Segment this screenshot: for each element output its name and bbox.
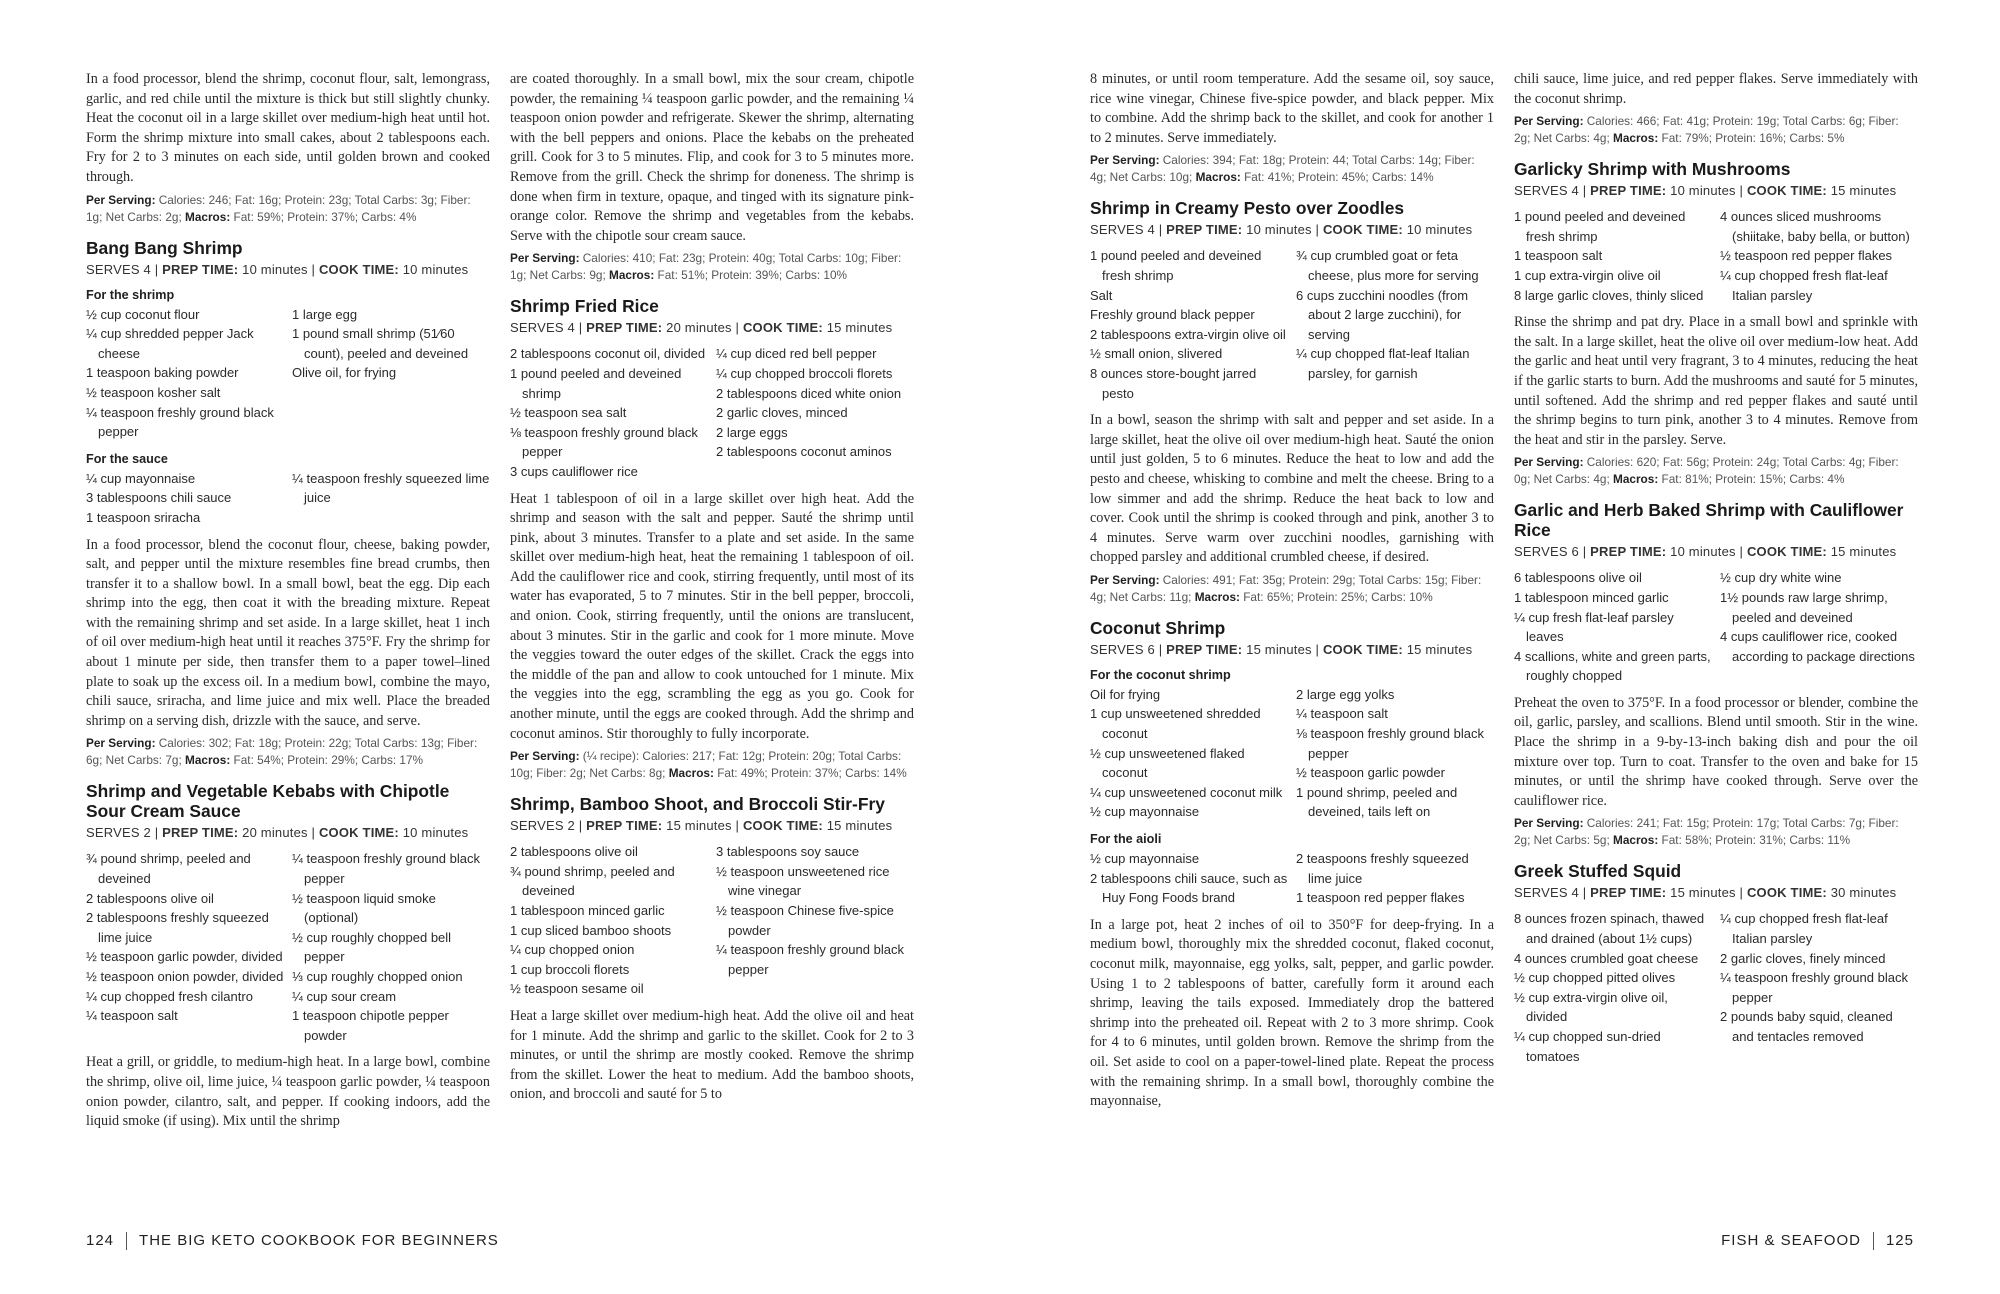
ingredient-list — [1090, 246, 1494, 403]
ingredient-item: 8 ounces store-bought jarred pesto — [1090, 365, 1257, 401]
ingredient-item: ⅛ teaspoon freshly ground black pepper — [510, 424, 698, 460]
ingredient-item: 1 cup extra-virgin olive oil — [1514, 267, 1661, 283]
ingredient-item: ¼ teaspoon salt — [1296, 706, 1388, 722]
ingredient-item: 1 teaspoon salt — [1514, 248, 1603, 264]
ingredient-item: ¼ cup fresh flat-leaf parsley leaves — [1514, 609, 1674, 645]
page-number-right: 125 — [1885, 1232, 1914, 1249]
ingredient-item: 8 ounces frozen spinach, thawed and drained (about 1½ cups) — [1514, 911, 1705, 947]
column-2 — [510, 70, 914, 1109]
ingredient-item: 1 pound shrimp, peeled and deveined, tails left on — [1296, 784, 1458, 820]
ingredient-item: 1 tablespoon minced garlic — [510, 903, 665, 918]
recipe-meta: SERVES 4 | PREP TIME: 10 minutes | COOK TIME: 15 minutes — [1514, 183, 1897, 199]
ingredient-item: Salt — [1090, 287, 1113, 303]
ingredient-item: 4 scallions, white and green parts, roughly chopped — [1514, 648, 1711, 684]
ingredient-item: Olive oil, for frying — [292, 365, 397, 381]
recipe-title-herb-baked: Garlic and Herb Baked Shrimp with Cauliflower Rice — [1514, 500, 1904, 541]
recipe-instructions-continued: 8 minutes, or until room temperature. Add the sesame oil, soy sauce, rice wine vinegar, Chinese five-spice powder, and black pepper. Mix to combine. Add the shrimp back to the skillet, and cook for another 1 to 2 minutes. Serve immediately. — [1090, 71, 1494, 146]
ingredient-item: ½ teaspoon Chinese five-spice powder — [716, 903, 894, 938]
nutrition-info: Per Serving: Calories: 620; Fat: 56g; Protein: 24g; Total Carbs: 4g; Fiber: 0g; Net Carbs: 4g; Macros: Fat: 81%; Protein: 15%; Carbs: 4% — [1514, 455, 1899, 487]
ingredient-item: 2 tablespoons chili sauce, such as Huy Fong Foods brand — [1090, 870, 1288, 906]
recipe-instructions: In a food processor, blend the coconut flour, cheese, baking powder, salt, and pepper until the mixture resembles fine bread crumbs, then transfer it to a shallow bowl. In a small bowl, beat the egg. Dip each shrimp into the egg, then coat it with the breading mixture. Repeat with the remaining shrimp and set aside. In a large skillet, heat 1 inch of oil over medium-high heat until it reaches 375°F. Fry the shrimp for about 1 minute per side, then transfer them to a paper towel–lined plate to soak up the excess oil. In a medium bowl, combine the mayo, chili sauce, sriracha, and lime juice and mix well. Place the breaded shrimp on a serving dish, drizzle with the sauce, and serve. — [86, 536, 490, 729]
ingredient-item: ¼ cup mayonnaise — [86, 470, 196, 486]
ingredient-item: 2 tablespoons olive oil — [86, 890, 214, 906]
ingredient-item: 1 pound small shrimp (51⁄60 count), peeled and deveined — [292, 326, 469, 361]
ingredient-item: ¾ pound shrimp, peeled and deveined — [86, 851, 251, 887]
recipe-meta: SERVES 4 | PREP TIME: 15 minutes | COOK TIME: 30 minutes — [1514, 885, 1897, 901]
ingredient-item: 2 tablespoons freshly squeezed lime juice — [86, 910, 269, 945]
recipe-title-bang-bang: Bang Bang Shrimp — [86, 237, 243, 258]
recipe-instructions: In a bowl, season the shrimp with salt and pepper and set aside. In a large skillet, heat the olive oil over medium-high heat. Sauté the onion until just golden, 5 to 6 minutes. Reduce the heat to low and add the pesto and cheese, whisking to combine and melt the cheese. Bring to a low simmer and add the shrimp. Reduce the heat back to low and cover. Cook until the shrimp is cooked through and pink, another 3 to 4 minutes. Serve warm over zucchini noodles, garnishing with chopped parsley and additional crumbled cheese, if desired. — [1090, 412, 1494, 566]
ingredient-item: ½ teaspoon sea salt — [510, 405, 627, 421]
ingredient-item: 2 tablespoons coconut aminos — [716, 444, 892, 460]
ingredient-item: 6 tablespoons olive oil — [1514, 570, 1642, 586]
column-4 — [1514, 70, 1918, 1074]
ingredient-item: 8 large garlic cloves, thinly sliced — [1514, 287, 1704, 303]
recipe-instructions: Rinse the shrimp and pat dry. Place in a small bowl and sprinkle with the salt. In a large skillet, heat the olive oil over medium-low heat. Add the garlic and heat until very fragrant, 3 to 4 minutes, reducing the heat if the garlic starts to burn. Add the mushrooms and sauté for 5 minutes, until softened. Add the shrimp and red pepper flakes and sauté until the shrimp begins to turn pink, another 3 to 4 minutes. Remove from the heat and stir in the parsley. Serve. — [1514, 314, 1918, 448]
footer-left — [86, 1232, 499, 1250]
ingredient-item: 3 tablespoons chili sauce — [86, 490, 232, 506]
ingredient-item: ½ cup mayonnaise — [1090, 804, 1200, 820]
nutrition-info: Per Serving: Calories: 241; Fat: 15g; Protein: 17g; Total Carbs: 7g; Fiber: 2g; Net Carbs: 5g; Macros: Fat: 58%; Protein: 31%; Carbs: 11% — [1514, 816, 1899, 848]
ingredient-item: 6 cups zucchini noodles (from about 2 large zucchini), for serving — [1296, 287, 1469, 342]
ingredient-item: ¼ cup diced red bell pepper — [716, 346, 877, 362]
ingredient-item: ½ teaspoon sesame oil — [510, 981, 644, 997]
ingredient-subheading: For the sauce — [86, 451, 168, 466]
ingredient-item: ½ cup mayonnaise — [1090, 851, 1200, 867]
ingredient-item: ½ teaspoon unsweetened rice wine vinegar — [716, 863, 890, 899]
recipe-instructions: Heat a large skillet over medium-high heat. Add the olive oil and heat for 1 minute. Add the shrimp and garlic to the skillet. Cook for 2 to 3 minutes, or until the shrimp are mostly cooked. Remove the shrimp from the skillet. Lower the heat to medium. Add the bamboo shoots, onion, and broccoli and sauté for 5 to — [510, 1007, 914, 1103]
ingredient-item: ¼ cup chopped fresh flat-leaf Italian parsley — [1720, 911, 1888, 947]
column-1 — [86, 70, 490, 1136]
recipe-meta: SERVES 2 | PREP TIME: 15 minutes | COOK TIME: 15 minutes — [510, 818, 893, 834]
ingredient-item: 3 cups cauliflower rice — [510, 463, 638, 479]
ingredient-item: ¼ cup shredded pepper Jack cheese — [86, 326, 254, 361]
ingredient-item: 1 pound peeled and deveined shrimp — [510, 365, 682, 401]
ingredient-item: 2 teaspoons freshly squeezed lime juice — [1296, 851, 1469, 886]
ingredient-item: 1 large egg — [292, 306, 358, 322]
nutrition-info: Per Serving: Calories: 491; Fat: 35g; Protein: 29g; Total Carbs: 15g; Fiber: 4g; Net Carbs: 11g; Macros: Fat: 65%; Protein: 25%; Carbs: 10% — [1090, 572, 1482, 604]
ingredient-item: ¼ teaspoon freshly squeezed lime juice — [292, 470, 490, 506]
ingredient-list — [1514, 909, 1918, 1066]
ingredient-item: ¼ cup chopped flat-leaf Italian parsley, for garnish — [1296, 346, 1470, 381]
recipe-meta: SERVES 6 | PREP TIME: 10 minutes | COOK TIME: 15 minutes — [1514, 544, 1897, 560]
recipe-meta: SERVES 4 | PREP TIME: 10 minutes | COOK TIME: 10 minutes — [86, 261, 469, 277]
nutrition-info: Per Serving: Calories: 302; Fat: 18g; Protein: 22g; Total Carbs: 13g; Fiber: 6g; Net Carbs: 7g; Macros: Fat: 54%; Protein: 29%; Carbs: 17% — [86, 736, 478, 768]
ingredient-item: 2 garlic cloves, minced — [716, 405, 848, 421]
ingredient-item: ½ teaspoon onion powder, divided — [86, 969, 284, 984]
ingredient-item: 1 pound peeled and deveined fresh shrimp — [1090, 248, 1262, 283]
ingredient-item: ½ cup chopped pitted olives — [1514, 970, 1676, 986]
ingredient-list — [86, 305, 490, 442]
ingredient-item: ¼ teaspoon freshly ground black pepper — [292, 851, 480, 887]
ingredient-item: 2 large eggs — [716, 424, 788, 440]
recipe-title-squid: Greek Stuffed Squid — [1514, 861, 1682, 882]
ingredient-item: 1 pound peeled and deveined fresh shrimp — [1514, 209, 1686, 244]
ingredient-item: 2 tablespoons diced white onion — [716, 385, 902, 401]
ingredient-item: ⅓ cup roughly chopped onion — [292, 969, 463, 984]
ingredient-subheading: For the aioli — [1090, 832, 1162, 847]
ingredient-item: 1 teaspoon chipotle pepper powder — [292, 1008, 449, 1043]
nutrition-info: Per Serving: Calories: 246; Fat: 16g; Protein: 23g; Total Carbs: 3g; Fiber: 1g; Net Carbs: 2g; Macros: Fat: 59%; Protein: 37%; Carbs: 4% — [86, 192, 471, 224]
recipe-title-kebabs: Shrimp and Vegetable Kebabs with Chipotle Sour Cream Sauce — [86, 781, 450, 822]
recipe-meta: SERVES 4 | PREP TIME: 20 minutes | COOK TIME: 15 minutes — [510, 320, 893, 336]
ingredient-list — [1514, 568, 1918, 686]
footer-divider — [126, 1232, 127, 1250]
ingredient-item: 1 cup broccoli florets — [510, 961, 630, 977]
ingredient-item: ⅛ teaspoon freshly ground black pepper — [1296, 726, 1484, 761]
ingredient-item: ¼ teaspoon freshly ground black pepper — [86, 404, 274, 440]
ingredient-item: 4 cups cauliflower rice, cooked according to package directions — [1720, 629, 1915, 664]
recipe-instructions: Heat a grill, or griddle, to medium-high heat. In a large bowl, combine the shrimp, olive oil, lime juice, ¼ teaspoon garlic powder, ¼ teaspoon onion powder, cilantro, salt, and pepper. If cooking indoors, add the liquid smoke (if using). Mix until the shrimp — [86, 1054, 490, 1130]
ingredient-item: ¼ cup chopped broccoli florets — [716, 365, 893, 381]
ingredient-item: ¾ cup crumbled goat or feta cheese, plus more for serving — [1296, 248, 1479, 283]
ingredient-item: 2 garlic cloves, finely minced — [1720, 950, 1886, 966]
ingredient-item: Freshly ground black pepper — [1090, 307, 1255, 323]
ingredient-item: ¼ teaspoon salt — [86, 1008, 178, 1024]
ingredient-item: ¼ teaspoon freshly ground black pepper — [1720, 970, 1908, 1005]
nutrition-info: Per Serving: Calories: 466; Fat: 41g; Protein: 19g; Total Carbs: 6g; Fiber: 2g; Net Carbs: 4g; Macros: Fat: 79%; Protein: 16%; Carbs: 5% — [1514, 114, 1899, 146]
footer-right — [1721, 1232, 1914, 1250]
ingredient-list — [1090, 849, 1494, 908]
recipe-meta: SERVES 6 | PREP TIME: 15 minutes | COOK TIME: 15 minutes — [1090, 641, 1473, 657]
ingredient-item: ¼ cup sour cream — [292, 988, 397, 1004]
ingredient-item: 1 teaspoon red pepper flakes — [1296, 890, 1465, 906]
recipe-instructions: In a large pot, heat 2 inches of oil to 350°F for deep-frying. In a medium bowl, thoroughly mix the shredded coconut, flaked coconut, coconut milk, mayonnaise, egg yolks, salt, pepper, and garlic powder. Using 1 to 2 tablespoons of batter, carefully form it around each shrimp, leaving the tails exposed. Immediately drop the battered shrimp into the preheated oil. Repeat with 2 to 3 more shrimp. Cook for 4 to 6 minutes, until golden brown. Remove the shrimp from the oil. Set aside to cool on a paper-towel-lined plate. Repeat the process with the remaining shrimp. In a small bowl, thoroughly combine the mayonnaise, — [1090, 916, 1494, 1110]
ingredient-item: ½ teaspoon red pepper flakes — [1720, 248, 1893, 264]
ingredient-item: Oil for frying — [1090, 686, 1161, 702]
ingredient-item: 1½ pounds raw large shrimp, peeled and deveined — [1720, 589, 1888, 625]
ingredient-subheading: For the coconut shrimp — [1090, 667, 1231, 682]
book-title: THE BIG KETO COOKBOOK FOR BEGINNERS — [139, 1232, 499, 1249]
chapter-title: FISH & SEAFOOD — [1721, 1232, 1861, 1249]
recipe-meta: SERVES 4 | PREP TIME: 10 minutes | COOK TIME: 10 minutes — [1090, 222, 1473, 238]
recipe-title-pesto: Shrimp in Creamy Pesto over Zoodles — [1090, 198, 1405, 219]
ingredient-item: 2 large egg yolks — [1296, 686, 1395, 702]
recipe-title-coconut: Coconut Shrimp — [1090, 617, 1226, 638]
ingredient-item: 2 tablespoons olive oil — [510, 844, 638, 860]
ingredient-item: ¼ cup chopped fresh flat-leaf Italian parsley — [1720, 267, 1888, 303]
ingredient-item: ¾ pound shrimp, peeled and deveined — [510, 863, 675, 899]
ingredient-item: 4 ounces crumbled goat cheese — [1514, 950, 1699, 966]
ingredient-item: 4 ounces sliced mushrooms (shiitake, baby bella, or button) — [1720, 209, 1910, 244]
ingredient-item: ½ teaspoon liquid smoke (optional) — [292, 890, 436, 926]
ingredient-item: ½ cup unsweetened flaked coconut — [1090, 745, 1245, 781]
ingredient-item: ½ teaspoon garlic powder, divided — [86, 949, 283, 965]
column-3 — [1090, 70, 1494, 1116]
nutrition-info: Per Serving: Calories: 394; Fat: 18g; Protein: 44; Total Carbs: 14g; Fiber: 4g; Net Carbs: 10g; Macros: Fat: 41%; Protein: 45%; Carbs: 14% — [1090, 153, 1475, 185]
ingredient-list — [1090, 685, 1494, 822]
ingredient-item: ¼ cup unsweetened coconut milk — [1090, 784, 1283, 800]
intro-paragraph: In a food processor, blend the shrimp, coconut flour, salt, lemongrass, garlic, and red chile until the mixture is thick but still slightly chunky. Heat the coconut oil in a large skillet over medium-high heat until hot. Form the shrimp mixture into small cakes, about 2 tablespoons each. Fry for 2 to 3 minutes on each side, until golden brown and cooked through. — [86, 71, 490, 185]
ingredient-list — [1514, 207, 1918, 305]
ingredient-item: ½ cup dry white wine — [1720, 570, 1842, 586]
ingredient-item: 1 cup unsweetened shredded coconut — [1090, 706, 1261, 742]
ingredient-list — [510, 344, 914, 481]
ingredient-item: 1 teaspoon baking powder — [86, 365, 239, 381]
recipe-instructions-continued: are coated thoroughly. In a small bowl, mix the sour cream, chipotle powder, the remaining ¼ teaspoon garlic powder, and the remaining ¼ teaspoon onion powder and refrigerate. Skewer the shrimp, alternating with the bell peppers and onions. Place the kebabs on the preheated grill. Cook for 3 to 5 minutes. Flip, and cook for 3 to 5 minutes more. Remove from the grill. Check the shrimp for doneness. The shrimp is done when firm in texture, opaque, and tinged with its signature pink-orange color. Remove the shrimp and vegetables from the kebabs. Serve with the chipotle sour cream sauce. — [510, 71, 914, 244]
ingredient-item: ½ cup extra-virgin olive oil, divided — [1514, 989, 1668, 1025]
nutrition-info: Per Serving: (¼ recipe): Calories: 217; Fat: 12g; Protein: 20g; Total Carbs: 10g; Fiber: 2g; Net Carbs: 8g; Macros: Fat: 49%; Protein: 37%; Carbs: 14% — [510, 749, 907, 781]
nutrition-info: Per Serving: Calories: 410; Fat: 23g; Protein: 40g; Total Carbs: 10g; Fiber: 1g; Net Carbs: 9g; Macros: Fat: 51%; Protein: 39%; Carbs: 10% — [510, 251, 902, 283]
ingredient-item: 1 cup sliced bamboo shoots — [510, 922, 672, 938]
ingredient-item: 2 pounds baby squid, cleaned and tentacles removed — [1720, 1009, 1893, 1044]
recipe-meta: SERVES 2 | PREP TIME: 20 minutes | COOK TIME: 10 minutes — [86, 825, 469, 841]
ingredient-item: 1 tablespoon minced garlic — [1514, 589, 1669, 605]
footer-divider — [1873, 1232, 1874, 1250]
recipe-instructions: Heat 1 tablespoon of oil in a large skillet over high heat. Add the shrimp and season with the salt and pepper. Sauté the shrimp until pink, about 3 minutes. Transfer to a plate and set aside. In the same skillet over medium-high heat, heat the remaining 1 tablespoon of oil. Add the cauliflower rice and cook, stirring frequently, until most of its water has evaporated, 5 to 7 minutes. Stir in the bell pepper, broccoli, and onion. Cook, stirring frequently, until the onions are translucent, about 3 minutes. Stir in the garlic and cook for 1 more minute. Move the veggies toward the outer edges of the skillet. Crack the eggs into the middle of the pan and allow to cook untouched for 1 minute. Mix the veggies into the egg, scrambling the egg as you go. Cook for another minute, until the eggs are cooked through. Add the shrimp and coconut aminos. Stir thoroughly to fully incorporate. — [510, 490, 914, 742]
ingredient-list — [86, 469, 490, 528]
ingredient-item: ½ teaspoon garlic powder — [1296, 765, 1445, 781]
ingredient-subheading: For the shrimp — [86, 287, 175, 302]
recipe-title-fried-rice: Shrimp Fried Rice — [510, 296, 659, 317]
ingredient-item: 2 tablespoons extra-virgin olive oil — [1090, 326, 1286, 342]
ingredient-item: 3 tablespoons soy sauce — [716, 844, 860, 860]
ingredient-item: ½ teaspoon kosher salt — [86, 384, 221, 400]
ingredient-item: ¼ cup chopped onion — [510, 942, 635, 958]
ingredient-list — [86, 849, 490, 1045]
ingredient-item: ½ small onion, slivered — [1090, 346, 1223, 362]
ingredient-item: ¼ teaspoon freshly ground black pepper — [716, 942, 904, 977]
recipe-instructions: Preheat the oven to 375°F. In a food processor or blender, combine the oil, garlic, parsley, and scallions. Blend until smooth. Stir in the wine. Place the shrimp in a 9-by-13-inch baking dish and pour the oil mixture over top. Turn to coat. Transfer to the oven and bake for 15 minutes, or until the shrimp have cooked through. Serve over the cauliflower rice. — [1514, 694, 1918, 809]
ingredient-item: ¼ cup chopped fresh cilantro — [86, 988, 253, 1004]
ingredient-item: ½ cup roughly chopped bell pepper — [292, 929, 452, 965]
ingredient-item: 1 teaspoon sriracha — [86, 509, 201, 525]
recipe-title-garlicky: Garlicky Shrimp with Mushrooms — [1514, 159, 1791, 180]
page-number-left: 124 — [86, 1232, 115, 1249]
recipe-instructions-continued: chili sauce, lime juice, and red pepper flakes. Serve immediately with the coconut shrimp. — [1514, 71, 1918, 107]
ingredient-item: 2 tablespoons coconut oil, divided — [510, 346, 706, 362]
recipe-title-stir-fry: Shrimp, Bamboo Shoot, and Broccoli Stir-Fry — [510, 794, 885, 815]
ingredient-item: ½ cup coconut flour — [86, 306, 200, 322]
ingredient-item: ¼ cup chopped sun-dried tomatoes — [1514, 1029, 1661, 1064]
ingredient-list — [510, 842, 914, 999]
